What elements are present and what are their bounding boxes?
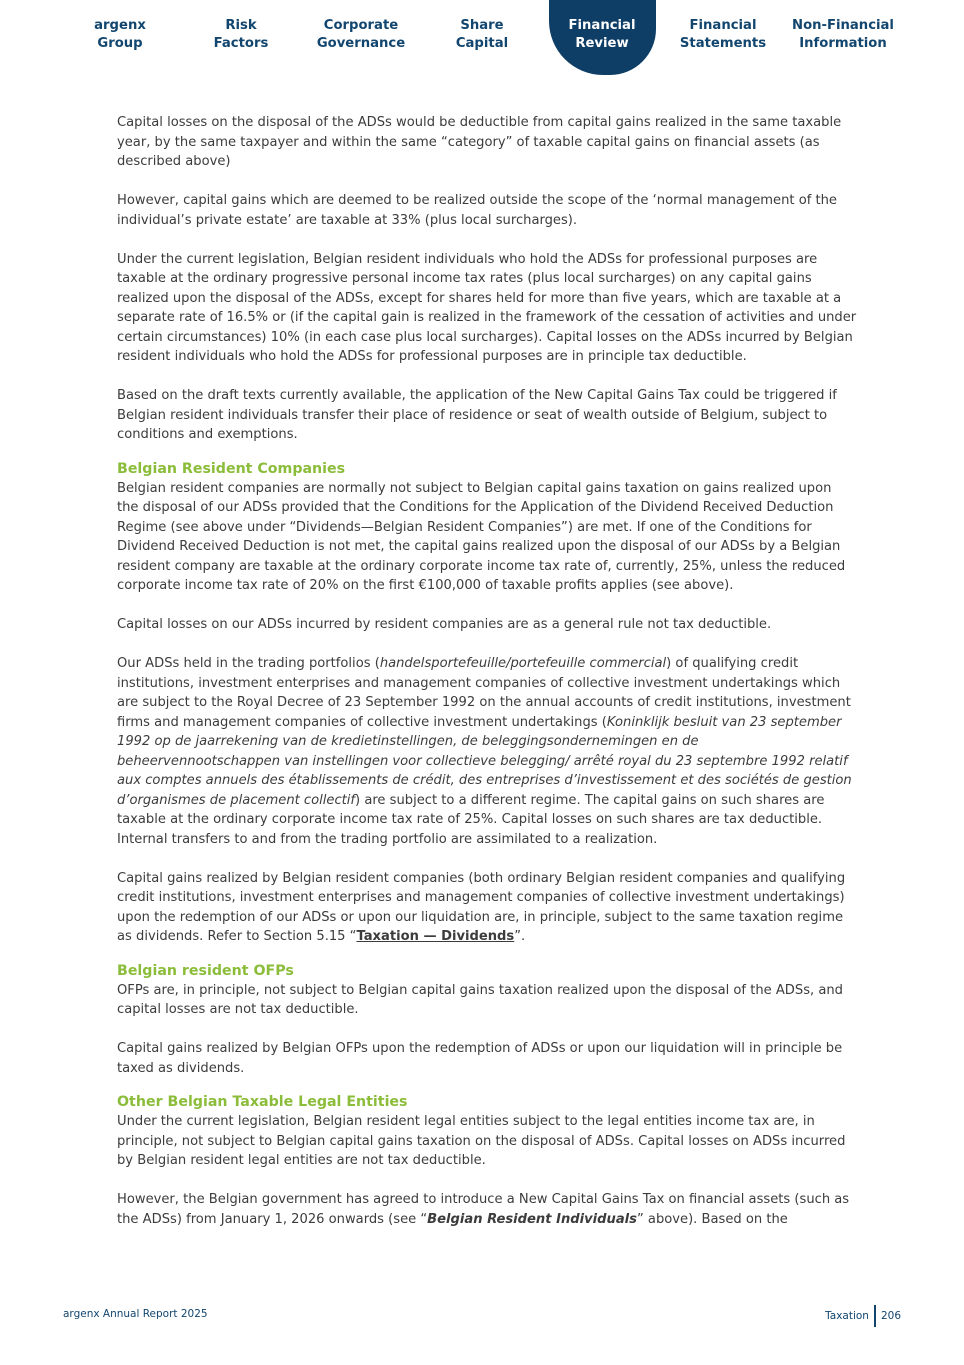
top-navigation [0,0,964,80]
nav-tab-label-line1: Financial [568,18,636,33]
footer-page-info [825,1305,901,1327]
paragraph: Under the current legislation, Belgian resident individuals who hold the ADSs for professional purposes are taxable at the ordinary progressive personal income tax rates (plus local surcharges) on any capital gains realized upon the disposal of the ADSs, except for shares held for more than five years, which are taxable at a separate rate of 16.5% or (if the capital gain is realized in the framework of the cessation of activities and under certain circumstances) 10% (in each case plus local surcharges). Capital losses on the ADSs incurred by Belgian resident individuals who hold the ADSs for professional purposes are in principle tax deductible. [117,251,857,364]
italic-text-run: handelsportefeuille/portefeuille commercial [379,656,667,671]
taxation-dividends-link[interactable]: Taxation — Dividends [356,929,515,944]
paragraph: OFPs are, in principle, not subject to Belgian capital gains taxation realized upon the disposal of the ADSs, and capital losses are not tax deductible. [117,982,843,1017]
paragraph: Capital losses on the disposal of the ADSs would be deductible from capital gains realized in the same taxable year, by the same taxpayer and within the same “category” of taxable capital gains on financial assets (as described above) [117,115,842,169]
nav-tab-label-line2: Group [97,36,143,51]
nav-tab-label-line1: Risk [225,18,257,33]
text-run: ) are subject to a different regime. The capital gains on such shares are taxable at the ordinary corporate income tax rate of 25%. Capital losses on such shares are tax deductible. Internal transfers to and from the trading portfolio are assimilated to a realization. [117,792,825,847]
paragraph: Under the current legislation, Belgian resident legal entities subject to the legal entities income tax are, in principle, not subject to Belgian capital gains taxation on the disposal of ADSs. Capital losses on ADSs incurred by Belgian resident legal entities are not tax deductible. [117,1114,846,1168]
nav-tab-label-line2: Capital [455,36,509,51]
document-body [117,113,857,1249]
nav-tab-argenx-group[interactable] [60,17,180,53]
nav-tab-label-line1: Corporate [323,18,399,33]
nav-tab-share-capital[interactable] [422,17,542,53]
nav-tab-financial-statements[interactable] [663,17,783,53]
nav-tab-label-line2: Review [575,36,629,51]
paragraph-trading-portfolios [117,654,857,849]
section-heading-other-belgian-taxable-legal-entities: Other Belgian Taxable Legal Entities [117,1094,408,1110]
nav-tab-label-line2: Governance [316,36,406,51]
text-run: Our ADSs held in the trading portfolios ( [117,656,380,671]
footer-divider [874,1305,876,1327]
nav-tab-risk-factors[interactable] [181,17,301,53]
paragraph-redemption [117,869,857,947]
nav-tab-label-line2: Statements [679,36,767,51]
nav-tab-label-line2: Factors [213,36,269,51]
nav-tab-label-line2: Information [799,36,887,51]
nav-tab-label-line1: Financial [689,18,757,33]
nav-tab-label-line1: Share [460,18,504,33]
section-heading-belgian-resident-companies: Belgian Resident Companies [117,460,346,477]
text-run: ) of qualifying credit institutions, investment enterprises and management companies of collective investment undertakings which are subject to the Royal Decree of 23 September 1992 on the annual accounts of credit institutions, investment firms and management companies of collective investment undertakings ( [117,656,851,730]
italic-text-run: Koninklijk besluit van 23 september 1992 op de jaarrekening van de kredietinstellingen, de beleggingsondernemingen en de beheervennootschappen van instellingen voor collectieve belegging/ arrêté royal du 23 septembre 1992 relatif aux comptes annuels des établissements de crédit, des entreprises d’investissement et des sociétés de gestion d’organismes de placement collectif [117,714,852,808]
paragraph: However, capital gains which are deemed to be realized outside the scope of the ‘normal management of the individual’s private estate’ are taxable at 33% (plus local surcharges). [117,193,837,228]
paragraph: Capital losses on our ADSs incurred by resident companies are as a general rule not tax deductible. [117,617,772,632]
footer-section-name: Taxation [825,1310,869,1322]
paragraph: Capital gains realized by Belgian OFPs upon the redemption of ADSs or upon our liquidation will in principle be taxed as dividends. [117,1041,843,1076]
nav-tab-financial-review[interactable] [542,17,662,53]
paragraph: Based on the draft texts currently available, the application of the New Capital Gains Tax could be triggered if Belgian resident individuals transfer their place of residence or seat of wealth outside of Belgium, subject to conditions and exemptions. [117,388,837,442]
paragraph-new-capital-gains-tax [117,1190,857,1229]
text-run: However, the Belgian government has agreed to introduce a New Capital Gains Tax on financial assets (such as the ADSs) from January 1, 2026 onwards (see “ [117,1192,850,1227]
footer-page-number: 206 [880,1310,901,1322]
nav-tab-corporate-governance[interactable] [301,17,421,53]
nav-tab-label-line1: argenx [94,18,146,33]
footer-report-title: argenx Annual Report 2025 [63,1308,208,1320]
section-heading-belgian-resident-ofps: Belgian resident OFPs [117,962,294,979]
nav-tab-non-financial-information[interactable] [783,17,903,53]
nav-tab-label-line1: Non-Financial [792,18,894,33]
text-run: ”. [514,929,526,944]
text-run: ” above). Based on the [636,1211,788,1227]
text-run: Capital gains realized by Belgian resident companies (both ordinary Belgian resident companies and qualifying credit institutions, investment enterprises and management companies of collective investment undertakings) upon the redemption of our ADSs or upon our liquidation are, in principle, subject to the same taxation regime as dividends. Refer to Section 5.15 “ [117,870,846,944]
bold-italic-text-run: Belgian Resident Individuals [427,1211,637,1227]
paragraph: Belgian resident companies are normally not subject to Belgian capital gains taxation on gains realized upon the disposal of our ADSs provided that the Conditions for the Application of the Dividend Received Deduction Regime (see above under “Dividends—Belgian Resident Companies”) are met. If one of the Conditions for Dividend Received Deduction is not met, the capital gains realized upon the disposal of our ADSs by a Belgian resident company are taxable at the ordinary corporate income tax rate of, currently, 25%, unless the reduced corporate income tax rate of 20% on the first €100,000 of taxable profits applies (see above). [117,480,846,593]
